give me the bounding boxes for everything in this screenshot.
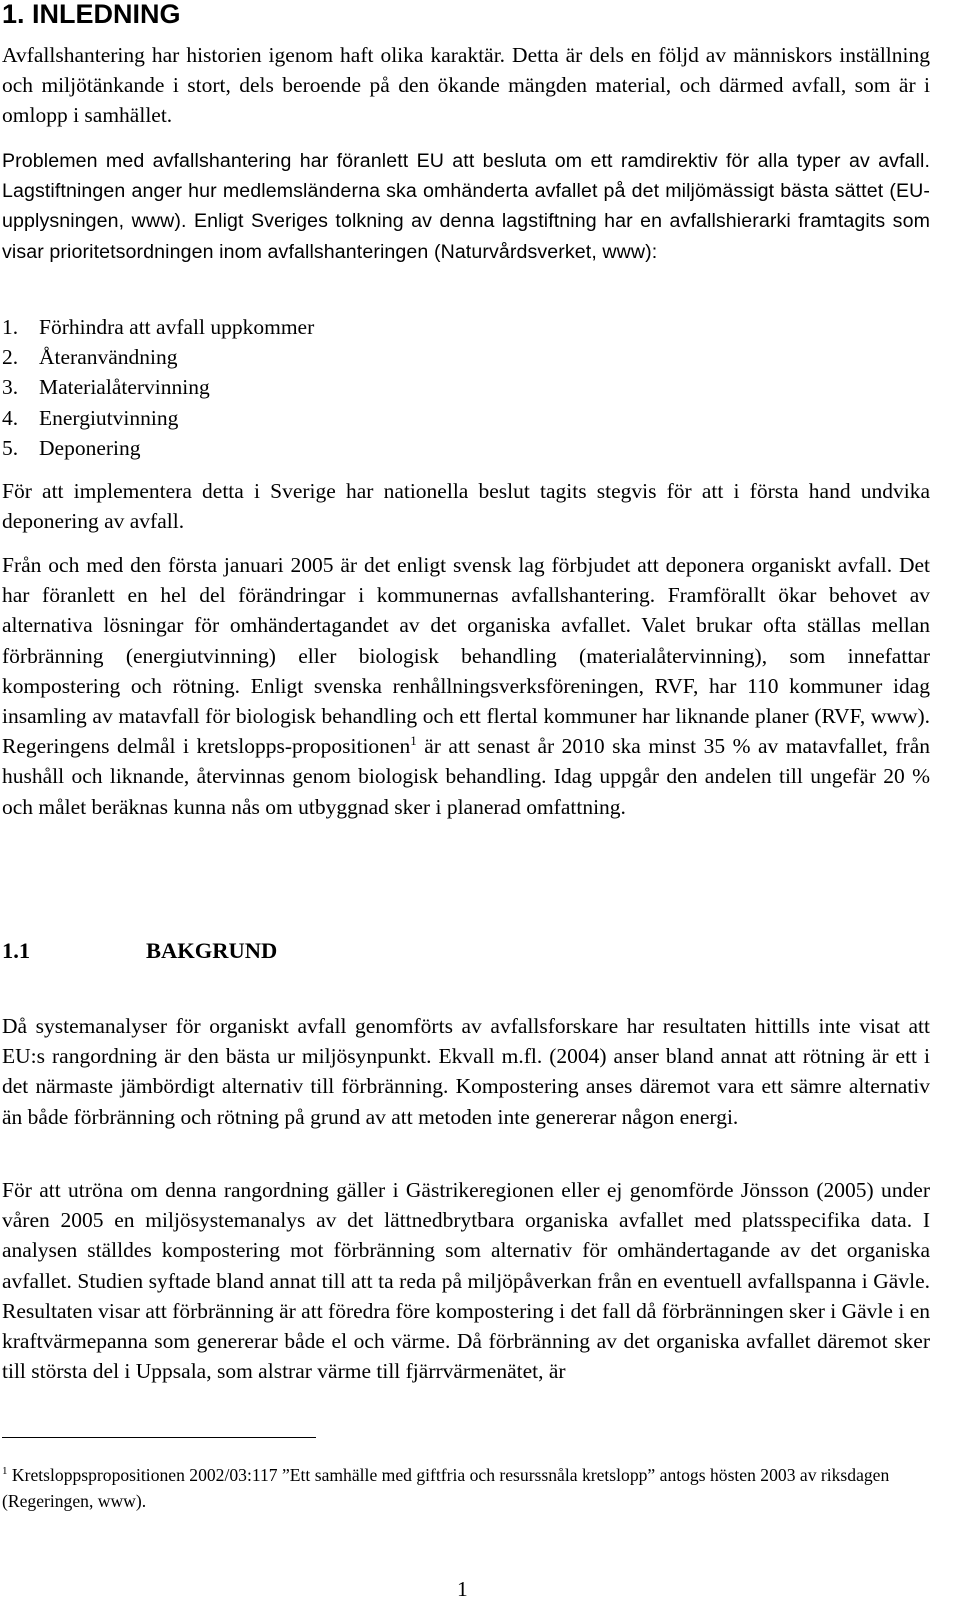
list-item-text: Förhindra att avfall uppkommer — [39, 315, 315, 339]
list-item — [2, 433, 314, 463]
list-item-number: 2. — [2, 345, 19, 370]
footnote-text: Kretsloppspropositionen 2002/03:117 ”Ett samhälle med giftfria och resurssnåla kretslopp” antogs hösten 2003 av riksdagen (Regeringen, www). — [2, 1465, 890, 1511]
list-item-text: Deponering — [39, 435, 141, 460]
list-item-text: Återanvändning — [39, 345, 178, 370]
jonsson-study-paragraph: För att utröna om denna rangordning gäller i Gästrikeregionen eller ej genomförde Jönsson (2005) under våren 2005 en miljösystemanalys av det lättnedbrytbara organiska avfallet med platsspecifika data. I analysen ställdes kompostering mot förbränning som alternativ för omhändertagande av det organiska avfallet. Studien syftade bland annat till att ta reda på miljöpåverkan från en eventuell avfallspanna i Gävle. Resultaten visar att förbränning är att föredra före kompostering i det fall då förbränningen sker i Gävle i en kraftvärmepanna som genererar både el och värme. Då förbränning av det organiska avfallet däremot sker till största del i Uppsala, som alstrar värme till fjärrvärmenätet, är — [2, 1178, 930, 1384]
list-item-number: 3. — [2, 375, 19, 400]
page-title: 1. INLEDNING — [2, 0, 181, 29]
waste-hierarchy-list — [2, 312, 314, 463]
list-item — [2, 342, 314, 372]
list-item-text: Materialåtervinning — [39, 375, 210, 400]
footnote — [2, 1462, 930, 1514]
footnote-reference[interactable]: 1 — [410, 733, 417, 749]
list-item — [2, 403, 314, 433]
implementation-paragraph: För att implementera detta i Sverige har nationella beslut tagits stegvis för att i första hand undvika deponering av avfall. — [2, 479, 930, 534]
list-item — [2, 312, 314, 342]
list-item-number: 1. — [2, 315, 19, 339]
footnote-mark: 1 — [2, 1465, 8, 1477]
section-number: 1.1 — [2, 938, 31, 963]
list-item-number: 4. — [2, 405, 19, 430]
systems-analysis-paragraph: Då systemanalyser för organiskt avfall genomförts av avfallsforskare har resultaten hittills inte visat att EU:s rangordning är den bästa ur miljösynpunkt. Ekvall m.fl. (2004) anser bland annat att rötning är ett i det närmaste jämbördigt alternativ till förbränning. Kompostering anses däremot vara ett sämre alternativ än både förbränning och rötning på grund av att metoden inte genererar någon energi. — [2, 1014, 930, 1129]
footnote-divider — [2, 1437, 316, 1438]
list-item — [2, 372, 314, 402]
intro-paragraph: Avfallshantering har historien igenom haft olika karaktär. Detta är dels en följd av människors inställning och miljötänkande i stort, dels beroende på den ökande mängden material, och därmed avfall, som är i omlopp i samhället. — [2, 43, 930, 128]
list-item-text: Energiutvinning — [39, 405, 179, 430]
section-heading — [2, 936, 277, 966]
section-title: BAKGRUND — [146, 938, 278, 963]
page-number: 1 — [457, 1577, 468, 1601]
landfill-ban-text: Från och med den första januari 2005 är det enligt svensk lag förbjudet att deponera organiskt avfall. Det har föranlett en hel del förändringar i kommunernas avfallshantering. Framförallt ökar behovet av alternativa lösningar för omhändertagandet av det organiska avfallet. Valet brukar ofta ställas mellan förbränning (energiutvinning) eller biologisk behandling (materialåtervinning), som innefattar kompostering och rötning. Enligt svenska renhållningsverksföreningen, RVF, har 110 kommuner idag insamling av matavfall för biologisk behandling och ett flertal kommuner har liknande planer (RVF, www). Regeringens delmål i kretslopps-propositionen — [2, 553, 930, 759]
eu-directive-paragraph: Problemen med avfallshantering har föranlett EU att besluta om ett ramdirektiv för alla typer av avfall. Lagstiftningen anger hur medlemsländerna ska omhänderta avfallet på det miljömässigt bästa sättet (EU-upplysningen, www). Enligt Sveriges tolkning av denna lagstiftning har en avfallshierarki framtagits som visar prioritetsordningen inom avfallshanteringen (Naturvårdsverket, www): — [2, 150, 930, 263]
landfill-ban-text-cont: är att senast år 2010 ska minst 35 % av matavfallet, från hushåll och liknande, återvinnas genom biologisk behandling. Idag uppgår den andelen till ungefär 20 % och målet beräknas kunna nås om utbyggnad sker i planerad omfattning. — [2, 734, 930, 819]
list-item-number: 5. — [2, 435, 19, 460]
landfill-ban-paragraph — [2, 550, 930, 822]
